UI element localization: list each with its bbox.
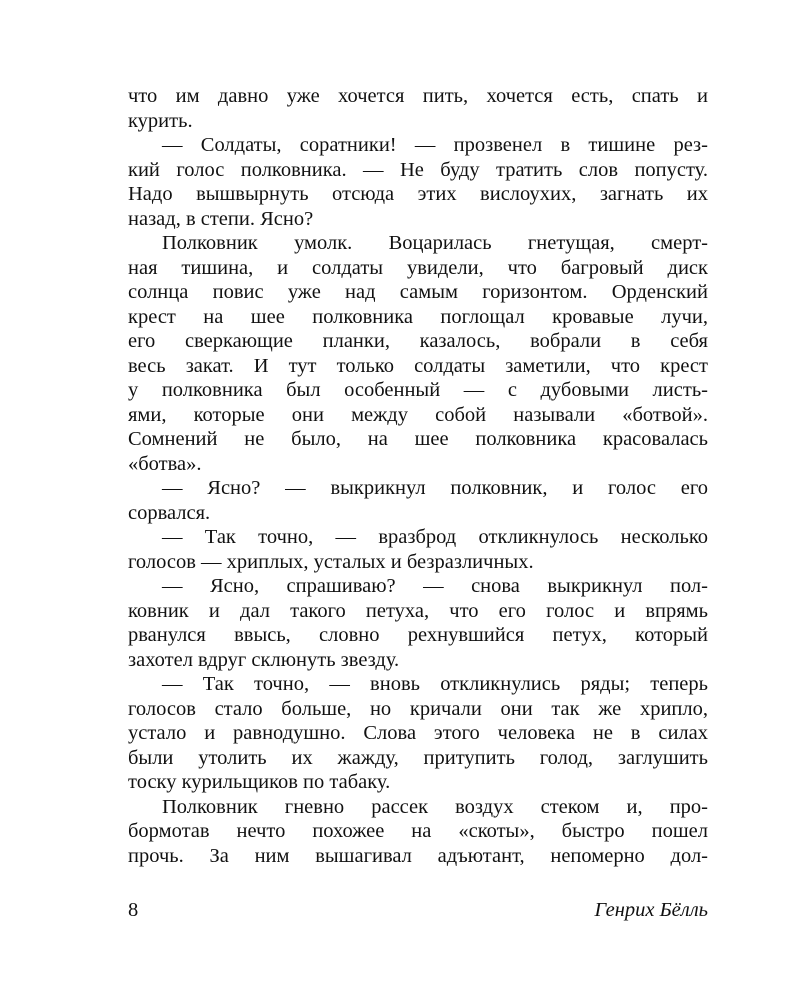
page-text [128, 84, 708, 868]
text-line: — Ясно, спрашиваю? — снова выкрикнул пол- [162, 575, 708, 597]
running-head-author: Генрих Бёлль [594, 899, 708, 921]
text-line: назад, в степи. Ясно? [128, 207, 314, 230]
text-line: тоску курильщиков по табаку. [128, 771, 391, 793]
text-line: захотел вдруг склюнуть звезду. [128, 648, 400, 671]
text-line: голосов стало больше, но кричали они так же хрипло, [128, 697, 708, 720]
text-line: — Ясно? — выкрикнул полковник, и голос его [162, 477, 708, 499]
text-line: сорвался. [128, 501, 211, 524]
text-line: солнца повис уже над самым горизонтом. Орденский [128, 281, 708, 303]
text-line: — Солдаты, соратники! — прозвенел в тишине рез- [162, 134, 708, 156]
text-line: Надо вышвырнуть отсюда этих вислоухих, загнать их [128, 183, 708, 205]
text-line: Полковник умолк. Воцарилась гнетущая, смерт- [162, 232, 708, 254]
text-line: весь закат. И тут только солдаты заметили, что крест [128, 354, 708, 377]
text-line: бормотав нечто похожее на «скоты», быстро пошел [128, 820, 708, 842]
text-line: ковник и дал такого петуха, что его голос и впрямь [128, 599, 708, 622]
text-line: были утолить их жажду, притупить голод, заглушить [128, 746, 708, 769]
text-line: что им давно уже хочется пить, хочется есть, спать и [128, 85, 708, 107]
text-line: — Так точно, — вновь откликнулись ряды; теперь [162, 673, 708, 695]
text-line: ями, которые они между собой называли «ботвой». [128, 403, 708, 426]
text-line: — Так точно, — вразброд откликнулось несколько [162, 526, 708, 548]
text-line: его сверкающие планки, казалось, вобрали в себя [128, 330, 708, 352]
text-line: у полковника был особенный — с дубовыми листь- [128, 379, 708, 401]
text-line: устало и равнодушно. Слова этого человека не в силах [128, 722, 708, 744]
text-line: курить. [128, 109, 193, 132]
text-line: голосов — хриплых, усталых и безразличных. [128, 550, 534, 573]
text-line: крест на шее полковника поглощал кровавые лучи, [128, 305, 708, 328]
page-number: 8 [128, 899, 139, 921]
text-line: Полковник гневно рассек воздух стеком и, про- [162, 795, 708, 818]
text-line: рванулся ввысь, словно рехнувшийся петух, который [128, 624, 708, 646]
text-line: кий голос полковника. — Не буду тратить слов попусту. [128, 158, 708, 181]
text-line: ная тишина, и солдаты увидели, что багровый диск [128, 256, 708, 279]
text-line: «ботва». [128, 452, 202, 475]
text-line: Сомнений не было, на шее полковника красовалась [128, 428, 708, 450]
text-line: прочь. За ним вышагивал адъютант, непомерно дол- [128, 844, 708, 867]
